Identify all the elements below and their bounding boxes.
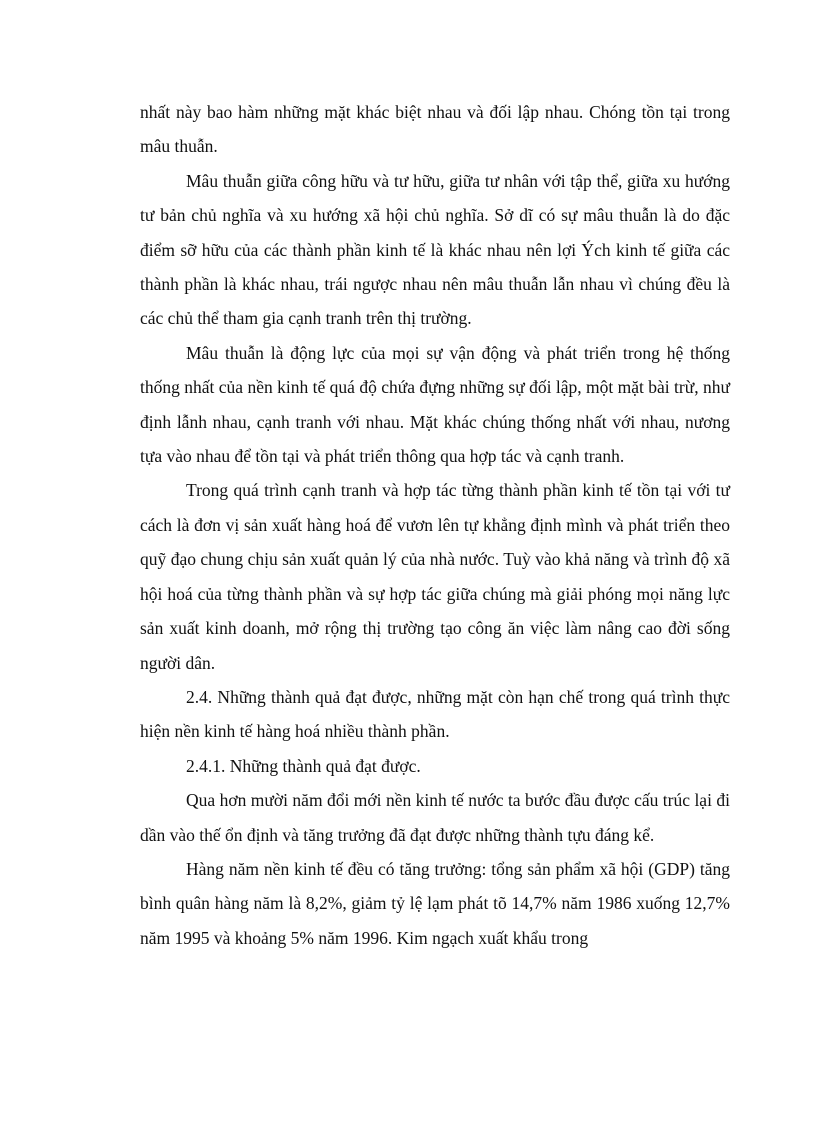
paragraph-contradiction-ownership: Mâu thuẫn giữa công hữu và tư hữu, giữa tư nhân với tập thể, giữa xu hướng tư bản chủ nghĩa và xu hướng xã hội chủ nghĩa. Sở dĩ có sự mâu thuẫn là do đặc điểm sỡ hữu của các thành phần kinh tế là khác nhau nên lợi Ých kinh tế giữa các thành phần là khác nhau, trái ngược nhau nên mâu thuẫn lẫn nhau vì chúng đều là các chủ thể tham gia cạnh tranh trên thị trường. [140, 170, 730, 329]
document-page [140, 95, 730, 955]
paragraph-renovation-achievements: Qua hơn mười năm đổi mới nền kinh tế nước ta bước đầu được cấu trúc lại đi dần vào thế ổn định và tăng trưởng đã đạt được những thành tựu đáng kể. [140, 790, 730, 845]
paragraph-competition-cooperation: Trong quá trình cạnh tranh và hợp tác từng thành phần kinh tế tồn tại với tư cách là đơn vị sản xuất hàng hoá để vươn lên tự khẳng định mình và phát triển theo quỹ đạo chung chịu sản xuất quản lý của nhà nước. Tuỳ vào khả năng và trình độ xã hội hoá của từng thành phần và sự hợp tác giữa chúng mà giải phóng mọi năng lực sản xuất kinh doanh, mở rộng thị trường tạo công ăn việc làm nâng cao đời sống người dân. [140, 480, 730, 673]
section-heading-2-4-1: 2.4.1. Những thành quả đạt được. [186, 755, 421, 776]
section-heading-2-4: 2.4. Những thành quả đạt được, những mặt còn hạn chế trong quá trình thực hiện nền kinh tế hàng hoá nhiều thành phần. [140, 686, 730, 742]
paragraph-continuation: nhất này bao hàm những mặt khác biệt nhau và đối lập nhau. Chóng tồn tại trong mâu thuẫn. [140, 102, 730, 157]
paragraph-gdp-growth: Hàng năm nền kinh tế đều có tăng trưởng: tổng sản phẩm xã hội (GDP) tăng bình quân hàng năm là 8,2%, giảm tỷ lệ lạm phát tõ 14,7% năm 1986 xuống 12,7% năm 1995 và khoảng 5% năm 1996. Kim ngạch xuất khẩu trong [140, 858, 730, 948]
paragraph-contradiction-driving-force: Mâu thuẫn là động lực của mọi sự vận động và phát triển trong hệ thống thống nhất của nền kinh tế quá độ chứa đựng những sự đối lập, một mặt bài trừ, như định lẫnh nhau, cạnh tranh với nhau. Mặt khác chúng thống nhất với nhau, nương tựa vào nhau để tồn tại và phát triển thông qua hợp tác và cạnh tranh. [140, 342, 730, 467]
